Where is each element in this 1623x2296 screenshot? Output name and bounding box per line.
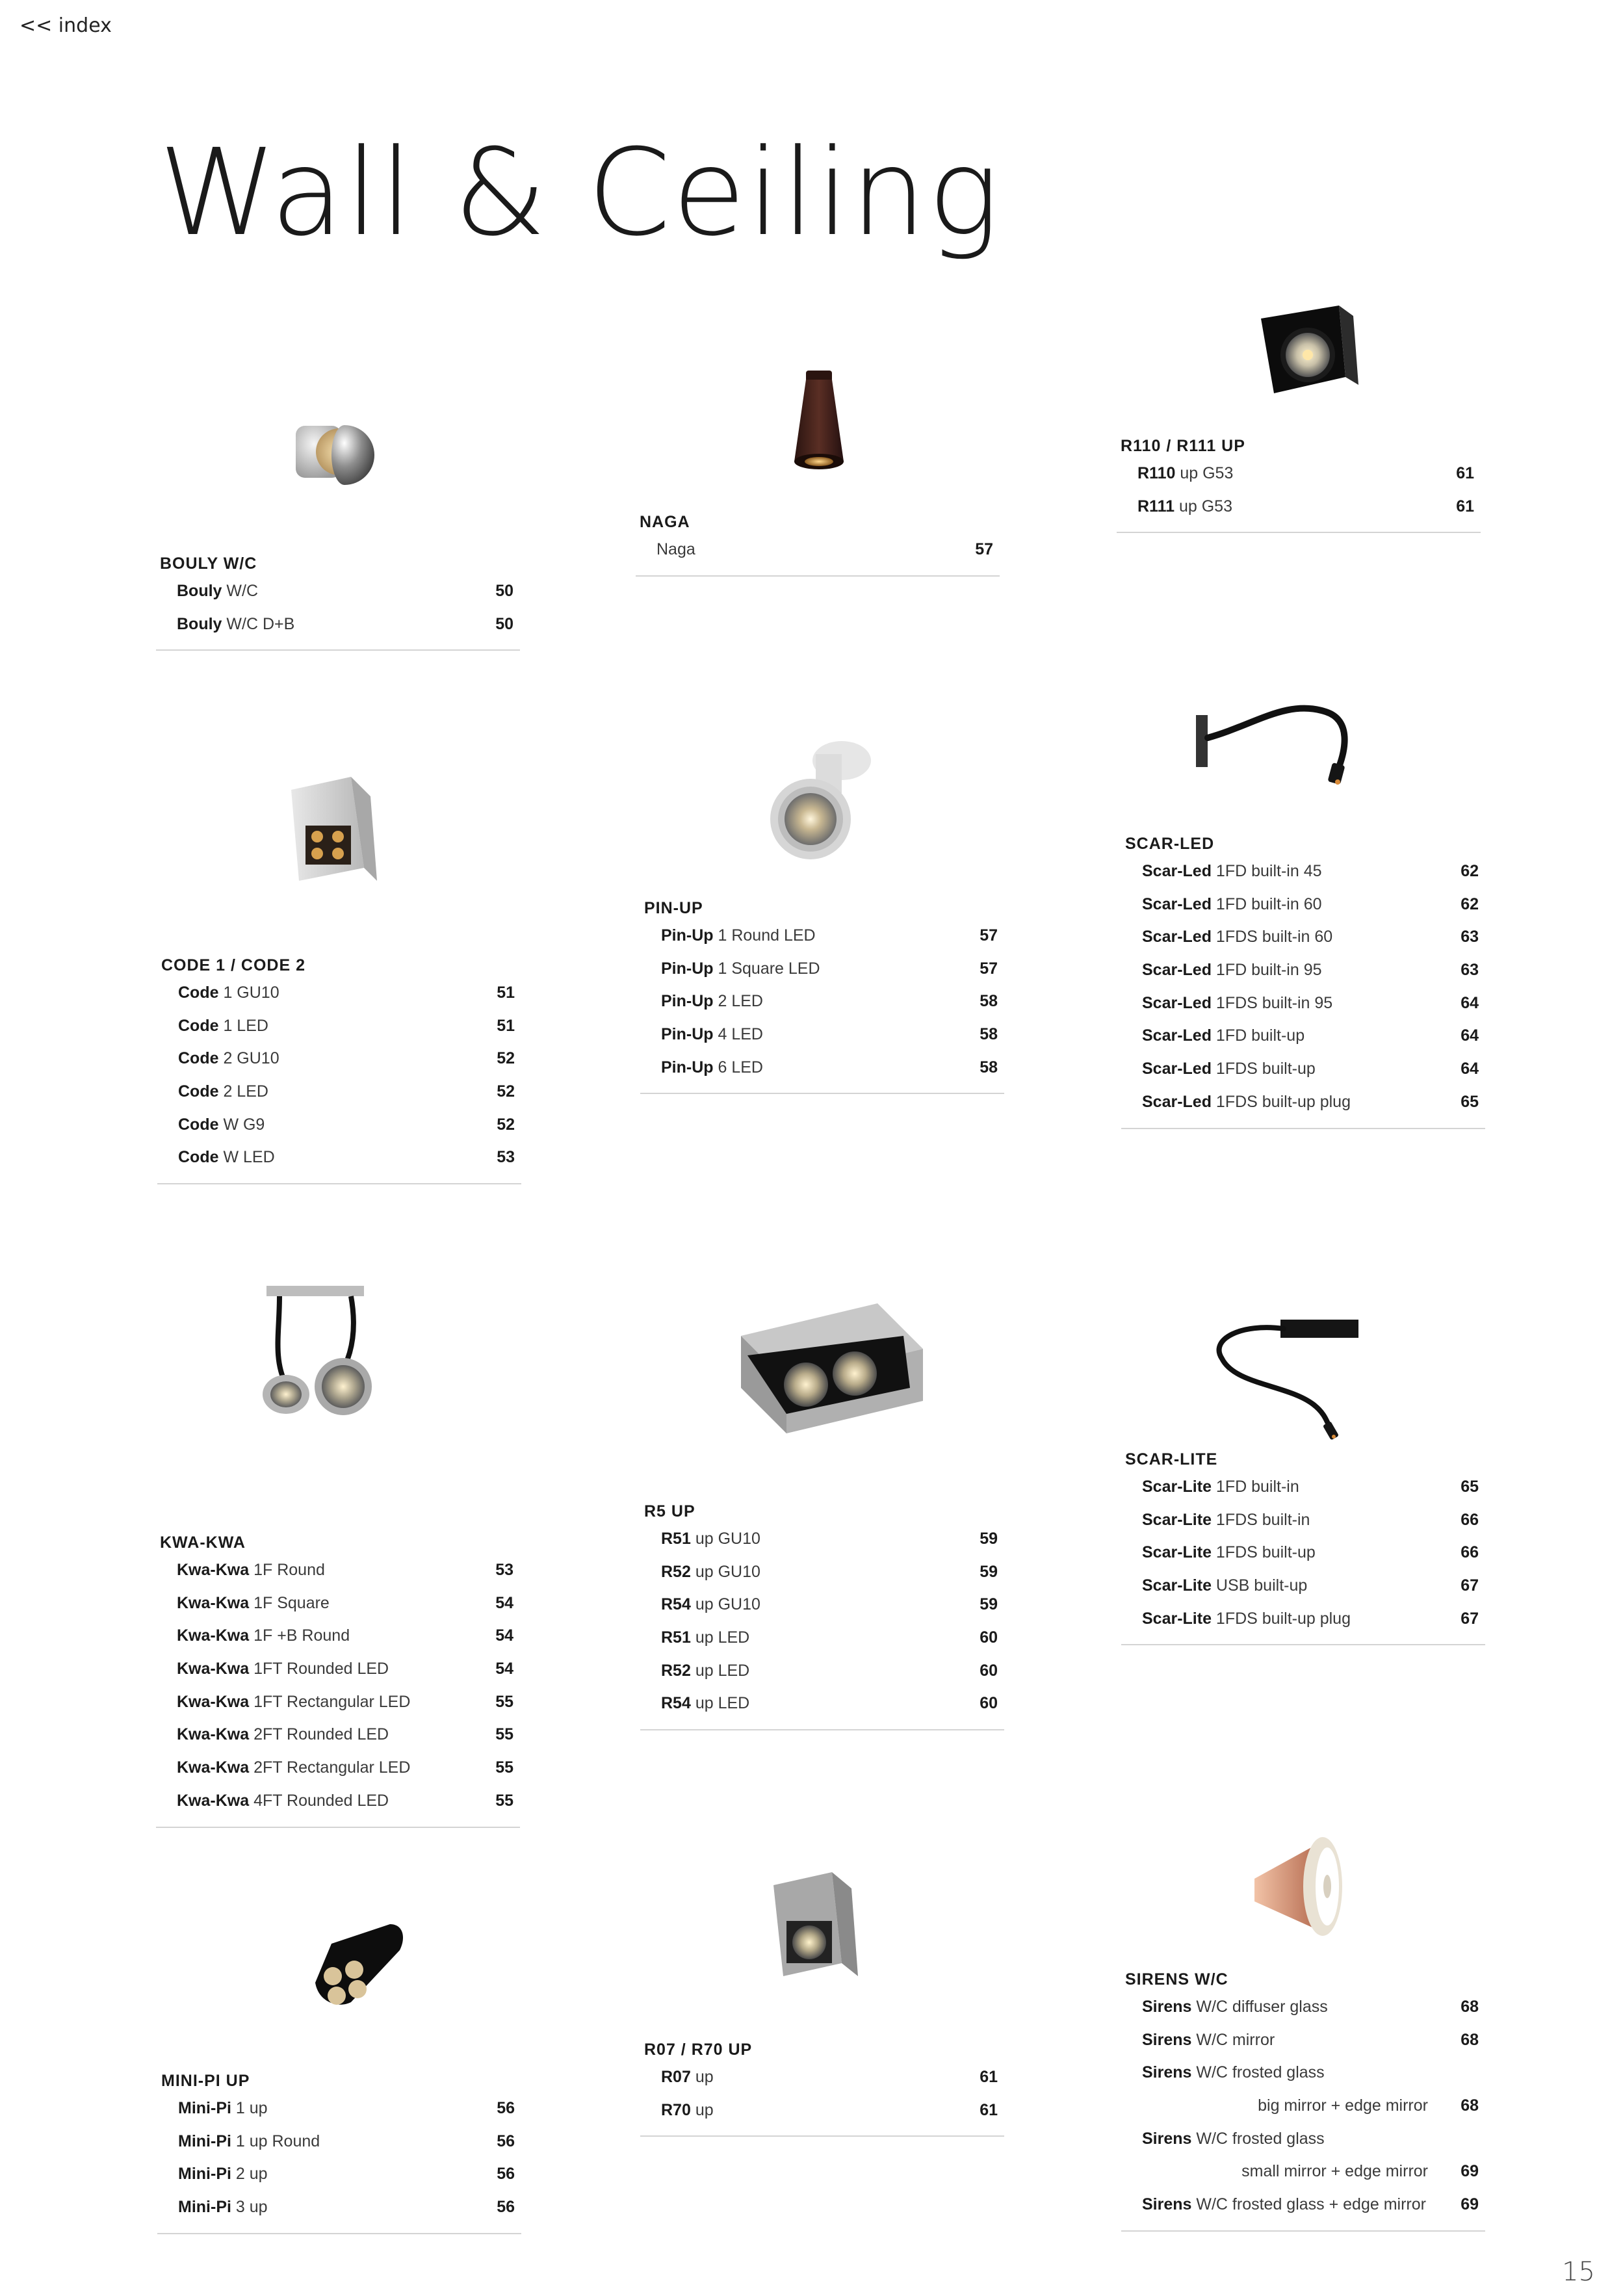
product-row[interactable] — [1121, 1470, 1485, 1504]
product-variant: Naga — [656, 540, 695, 558]
page-ref: 57 — [975, 540, 993, 558]
product-list — [156, 575, 520, 640]
page-ref: 65 — [1461, 1092, 1479, 1111]
product-row[interactable] — [1121, 1536, 1485, 1569]
bouly-lamp-icon — [279, 410, 409, 494]
product-row[interactable] — [1121, 920, 1485, 954]
product-variant: 1FDS built-in 60 — [1211, 928, 1333, 946]
product-variant: 1FD built-up — [1211, 1026, 1305, 1045]
page-ref: 61 — [1456, 497, 1474, 515]
section-divider — [640, 1729, 1004, 1730]
section-heading: PIN-UP — [644, 899, 703, 917]
product-name: Sirens — [1142, 2129, 1192, 2148]
product-name: R110 — [1137, 464, 1176, 482]
product-variant: 1F +B Round — [249, 1626, 350, 1645]
page-ref: 55 — [495, 1725, 513, 1744]
product-variant: 2 GU10 — [218, 1049, 279, 1068]
page-ref: 69 — [1461, 2162, 1479, 2181]
kwakwa-lamp-icon — [253, 1281, 396, 1437]
product-name: Scar-Led — [1142, 928, 1212, 946]
page-ref: 60 — [980, 1628, 998, 1647]
section-divider — [156, 649, 520, 651]
product-list — [156, 1554, 520, 1818]
product-name: Sirens — [1142, 1998, 1192, 2016]
page-ref: 54 — [495, 1626, 513, 1645]
page-ref: 57 — [980, 959, 998, 978]
product-variant: W/C D+B — [222, 614, 295, 633]
section-divider — [1121, 1128, 1485, 1129]
page-ref: 66 — [1461, 1510, 1479, 1529]
page-ref: 64 — [1461, 1026, 1479, 1045]
section-r5 — [640, 1500, 1004, 1730]
product-row[interactable] — [1121, 987, 1485, 1020]
page-ref: 51 — [497, 1016, 515, 1035]
section-heading: R07 / R70 UP — [644, 2041, 753, 2059]
product-row[interactable] — [640, 1654, 1004, 1688]
product-name: Scar-Led — [1142, 894, 1212, 913]
product-variant: W/C mirror — [1191, 2030, 1275, 2049]
section-heading: MINI-PI UP — [161, 2072, 250, 2090]
product-list — [636, 533, 1000, 566]
section-heading: NAGA — [640, 513, 690, 531]
page-ref: 67 — [1461, 1609, 1479, 1628]
product-list — [1117, 457, 1481, 523]
product-name: R52 — [661, 1661, 691, 1680]
section-bouly — [156, 553, 520, 651]
section-heading: SCAR-LED — [1125, 835, 1215, 853]
section-heading: R5 UP — [644, 1502, 695, 1520]
product-variant: 1FDS built-in — [1211, 1510, 1310, 1529]
page-ref: 56 — [497, 2099, 515, 2117]
product-name: Mini-Pi — [178, 2099, 231, 2117]
product-variant: 2FT Rounded LED — [249, 1725, 389, 1744]
product-variant: W G9 — [218, 1115, 265, 1134]
product-row[interactable] — [1121, 2024, 1485, 2057]
product-list — [157, 976, 521, 1174]
product-row[interactable] — [157, 2158, 521, 2191]
page-ref: 59 — [980, 1530, 998, 1548]
product-name: Sirens — [1142, 2195, 1192, 2214]
product-name: Mini-Pi — [178, 2165, 231, 2184]
product-name: Pin-Up — [661, 1025, 714, 1044]
product-row-continuation[interactable] — [1121, 2155, 1485, 2188]
page-ref: 61 — [980, 2068, 998, 2086]
page-ref: 67 — [1461, 1576, 1479, 1595]
product-name: Scar-Led — [1142, 1026, 1212, 1045]
product-row[interactable] — [156, 1686, 520, 1719]
product-variant: 1FDS built-up — [1211, 1060, 1316, 1078]
product-row[interactable] — [1121, 1019, 1485, 1052]
product-row[interactable] — [156, 1652, 520, 1686]
product-list — [1121, 1990, 1485, 2221]
page-ref: 58 — [980, 992, 998, 1011]
page-ref: 53 — [495, 1561, 513, 1579]
product-row-continuation[interactable] — [1121, 2089, 1485, 2122]
product-name: R52 — [661, 1562, 691, 1581]
product-name: Pin-Up — [661, 926, 714, 945]
product-variant: 4FT Rounded LED — [249, 1791, 389, 1810]
page-ref: 68 — [1461, 2030, 1479, 2049]
product-row[interactable] — [156, 1619, 520, 1652]
product-name: R111 — [1137, 497, 1175, 515]
page-ref: 56 — [497, 2132, 515, 2150]
product-variant: 2 LED — [713, 992, 763, 1011]
product-row[interactable] — [157, 2125, 521, 2158]
product-row[interactable] — [156, 1587, 520, 1620]
product-name: R54 — [661, 1595, 691, 1614]
scarlite-lamp-icon — [1209, 1313, 1365, 1443]
product-name: R54 — [661, 1694, 691, 1713]
product-name: Scar-Lite — [1142, 1478, 1212, 1496]
section-heading: R110 / R111 UP — [1121, 437, 1245, 455]
product-name: Scar-Lite — [1142, 1510, 1212, 1529]
product-variant: small mirror + edge mirror — [1241, 2162, 1428, 2181]
section-kwakwa — [156, 1532, 520, 1828]
product-name: Code — [178, 1082, 219, 1101]
pinup-lamp-icon — [764, 728, 887, 878]
section-scarled — [1121, 833, 1485, 1129]
product-row[interactable] — [640, 985, 1004, 1018]
product-row[interactable] — [1117, 457, 1481, 490]
product-variant: 1 LED — [218, 1016, 268, 1035]
page-ref: 68 — [1461, 2096, 1479, 2115]
page-ref: 68 — [1461, 1998, 1479, 2016]
index-link[interactable]: << index — [19, 14, 112, 37]
product-name: Sirens — [1142, 2030, 1192, 2049]
section-naga — [636, 511, 1000, 577]
product-variant: USB built-up — [1211, 1576, 1308, 1595]
product-variant: up GU10 — [690, 1595, 760, 1614]
product-variant: 2 LED — [218, 1082, 268, 1101]
page-ref: 64 — [1461, 993, 1479, 1012]
page-ref: 59 — [980, 1562, 998, 1581]
product-name: Mini-Pi — [178, 2132, 231, 2150]
product-variant: W/C frosted glass — [1191, 2129, 1325, 2148]
product-row[interactable] — [640, 1556, 1004, 1589]
product-variant: 1 up Round — [231, 2132, 320, 2150]
product-row[interactable] — [640, 919, 1004, 952]
product-list — [640, 2061, 1004, 2126]
page-ref: 55 — [495, 1692, 513, 1711]
page-ref: 51 — [497, 984, 515, 1002]
product-row[interactable] — [157, 2191, 521, 2224]
product-name: Kwa-Kwa — [177, 1593, 250, 1612]
section-r110 — [1117, 435, 1481, 533]
section-heading: KWA-KWA — [160, 1533, 246, 1552]
product-variant: W LED — [218, 1148, 275, 1167]
product-row[interactable] — [157, 1042, 521, 1075]
product-row[interactable] — [1121, 1602, 1485, 1636]
product-name: Scar-Lite — [1142, 1543, 1212, 1562]
product-row[interactable] — [640, 952, 1004, 985]
page-title: Wall & Ceiling — [159, 124, 1001, 263]
scarled-lamp-icon — [1189, 699, 1365, 790]
product-name: R70 — [661, 2100, 691, 2119]
page-ref: 62 — [1461, 894, 1479, 913]
product-variant: 2FT Rectangular LED — [249, 1758, 411, 1777]
page-ref: 59 — [980, 1595, 998, 1614]
product-name: R51 — [661, 1628, 691, 1647]
product-list — [1121, 855, 1485, 1119]
page-ref: 50 — [495, 614, 513, 633]
product-row[interactable] — [156, 608, 520, 641]
section-divider — [157, 2233, 521, 2234]
product-list — [640, 1522, 1004, 1720]
product-name: Scar-Led — [1142, 993, 1212, 1012]
section-code — [157, 954, 521, 1184]
product-name: Mini-Pi — [178, 2198, 231, 2217]
page-ref: 63 — [1461, 961, 1479, 980]
section-divider — [157, 1183, 521, 1184]
section-divider — [1117, 532, 1481, 533]
product-variant: up GU10 — [690, 1562, 760, 1581]
page-ref: 64 — [1461, 1060, 1479, 1078]
section-divider — [636, 575, 1000, 577]
product-variant: 4 LED — [713, 1025, 763, 1044]
page-ref: 52 — [497, 1115, 515, 1134]
page-ref: 50 — [495, 582, 513, 600]
product-row[interactable] — [1121, 954, 1485, 987]
product-row[interactable] — [157, 1010, 521, 1043]
product-row[interactable] — [1121, 1569, 1485, 1602]
page-ref: 69 — [1461, 2195, 1479, 2214]
page-ref: 56 — [497, 2165, 515, 2184]
product-variant: up G53 — [1175, 497, 1232, 515]
product-name: Scar-Led — [1142, 961, 1212, 980]
product-variant: 1 GU10 — [218, 984, 279, 1002]
product-row[interactable] — [640, 1588, 1004, 1621]
product-list — [640, 919, 1004, 1084]
product-row[interactable] — [1117, 490, 1481, 523]
product-variant: 1FDS built-up plug — [1211, 1092, 1351, 1111]
section-divider — [1121, 2230, 1485, 2232]
product-name: Kwa-Kwa — [177, 1561, 250, 1579]
product-row[interactable] — [640, 2061, 1004, 2094]
product-variant: 1FD built-in 95 — [1211, 961, 1322, 980]
page-ref: 55 — [495, 1758, 513, 1777]
product-variant: up LED — [690, 1628, 750, 1647]
page-ref: 55 — [495, 1791, 513, 1810]
section-r07 — [640, 2039, 1004, 2137]
section-heading: SIRENS W/C — [1125, 1970, 1228, 1989]
product-row[interactable] — [636, 533, 1000, 566]
product-variant: up GU10 — [690, 1530, 760, 1548]
page-ref: 56 — [497, 2198, 515, 2217]
product-row[interactable] — [1121, 1086, 1485, 1119]
product-variant: 6 LED — [713, 1058, 763, 1076]
page-number: 15 — [1562, 2257, 1595, 2287]
product-row[interactable] — [640, 1522, 1004, 1556]
product-variant: 1FD built-in 60 — [1211, 894, 1322, 913]
page-ref: 60 — [980, 1661, 998, 1680]
product-name: Code — [178, 1148, 219, 1167]
page-ref: 58 — [980, 1058, 998, 1076]
page-ref: 53 — [497, 1148, 515, 1167]
product-variant: 1 Square LED — [713, 959, 820, 978]
product-row[interactable] — [1121, 1990, 1485, 2024]
product-name: Code — [178, 1016, 219, 1035]
page-ref: 54 — [495, 1593, 513, 1612]
product-name: Bouly — [177, 614, 222, 633]
product-row[interactable] — [157, 976, 521, 1010]
product-row[interactable] — [640, 1621, 1004, 1654]
product-variant: 1FT Rectangular LED — [249, 1692, 411, 1711]
product-row[interactable] — [156, 1554, 520, 1587]
page-ref: 57 — [980, 926, 998, 945]
r5-lamp-icon — [728, 1290, 942, 1446]
product-variant: up LED — [690, 1694, 750, 1713]
product-variant: 1 Round LED — [713, 926, 816, 945]
section-divider — [640, 2135, 1004, 2137]
product-name: R07 — [661, 2068, 691, 2086]
product-variant: 1FDS built-up — [1211, 1543, 1316, 1562]
product-name: Scar-Led — [1142, 1060, 1212, 1078]
section-pinup — [640, 897, 1004, 1094]
page-ref: 65 — [1461, 1478, 1479, 1496]
product-row[interactable] — [156, 1784, 520, 1818]
code-lamp-icon — [279, 770, 390, 894]
product-variant: up G53 — [1175, 464, 1234, 482]
page-ref: 66 — [1461, 1543, 1479, 1562]
product-variant: 1FD built-in 45 — [1211, 862, 1322, 880]
product-row[interactable] — [1121, 855, 1485, 888]
minipi-lamp-icon — [292, 1911, 409, 2022]
product-row[interactable] — [1121, 2188, 1485, 2221]
product-row[interactable] — [640, 1687, 1004, 1720]
product-name: Kwa-Kwa — [177, 1626, 250, 1645]
product-row[interactable] — [640, 1018, 1004, 1051]
product-variant: 3 up — [231, 2198, 268, 2217]
product-row[interactable] — [157, 1108, 521, 1141]
product-name: Scar-Led — [1142, 862, 1212, 880]
page-ref: 63 — [1461, 928, 1479, 946]
product-variant: up — [690, 2100, 714, 2119]
product-row[interactable] — [157, 2092, 521, 2125]
product-name: Kwa-Kwa — [177, 1758, 250, 1777]
r07-lamp-icon — [760, 1866, 864, 1996]
page-ref: 60 — [980, 1694, 998, 1713]
product-name: Sirens — [1142, 2063, 1192, 2082]
product-variant: up — [690, 2068, 714, 2086]
section-heading: SCAR-LITE — [1125, 1450, 1218, 1468]
product-name: Scar-Led — [1142, 1092, 1212, 1111]
section-heading: CODE 1 / CODE 2 — [161, 956, 305, 974]
product-name: Scar-Lite — [1142, 1576, 1212, 1595]
product-name: Kwa-Kwa — [177, 1725, 250, 1744]
product-list — [157, 2092, 521, 2224]
page-ref: 62 — [1461, 862, 1479, 880]
product-row[interactable] — [156, 1718, 520, 1751]
product-name: Kwa-Kwa — [177, 1692, 250, 1711]
product-variant: up LED — [690, 1661, 750, 1680]
product-row[interactable] — [1121, 2122, 1485, 2156]
product-row[interactable] — [157, 1141, 521, 1174]
product-name: Code — [178, 1115, 219, 1134]
product-variant: 1FT Rounded LED — [249, 1660, 389, 1678]
product-row[interactable] — [1121, 1504, 1485, 1537]
product-list — [1121, 1470, 1485, 1635]
page-ref: 54 — [495, 1660, 513, 1678]
product-name: Bouly — [177, 582, 222, 600]
section-sirens — [1121, 1968, 1485, 2232]
sirens-lamp-icon — [1248, 1827, 1358, 1950]
product-row[interactable] — [1121, 888, 1485, 921]
product-variant: 1F Square — [249, 1593, 330, 1612]
product-variant: W/C frosted glass — [1191, 2063, 1325, 2082]
page-ref: 61 — [980, 2100, 998, 2119]
product-variant: big mirror + edge mirror — [1258, 2096, 1428, 2115]
product-name: Pin-Up — [661, 992, 714, 1011]
product-row[interactable] — [1121, 1052, 1485, 1086]
section-divider — [640, 1093, 1004, 1094]
section-divider — [1121, 1644, 1485, 1645]
product-name: R51 — [661, 1530, 691, 1548]
product-row[interactable] — [156, 575, 520, 608]
product-variant: 1 up — [231, 2099, 268, 2117]
product-row[interactable] — [157, 1075, 521, 1108]
product-variant: 1F Round — [249, 1561, 325, 1579]
product-variant: W/C — [222, 582, 258, 600]
section-heading: BOULY W/C — [160, 554, 257, 573]
product-name: Code — [178, 984, 219, 1002]
product-name: Kwa-Kwa — [177, 1660, 250, 1678]
product-variant: W/C frosted glass + edge mirror — [1191, 2195, 1426, 2214]
naga-lamp-icon — [780, 364, 864, 481]
page-ref: 58 — [980, 1025, 998, 1044]
page-ref: 52 — [497, 1082, 515, 1101]
product-variant: 2 up — [231, 2165, 268, 2184]
product-row[interactable] — [156, 1751, 520, 1784]
page-ref: 61 — [1456, 464, 1474, 482]
product-name: Scar-Lite — [1142, 1609, 1212, 1628]
section-scarlite — [1121, 1448, 1485, 1645]
product-name: Code — [178, 1049, 219, 1068]
r110-lamp-icon — [1248, 299, 1365, 410]
product-variant: 1FD built-in — [1211, 1478, 1299, 1496]
product-name: Kwa-Kwa — [177, 1791, 250, 1810]
product-variant: 1FDS built-up plug — [1211, 1609, 1351, 1628]
product-variant: W/C diffuser glass — [1191, 1998, 1328, 2016]
product-row[interactable] — [640, 1051, 1004, 1084]
section-divider — [156, 1827, 520, 1828]
section-minipi — [157, 2070, 521, 2234]
product-row[interactable] — [1121, 2056, 1485, 2089]
page-ref: 52 — [497, 1049, 515, 1068]
product-row[interactable] — [640, 2094, 1004, 2127]
product-name: Pin-Up — [661, 1058, 714, 1076]
product-variant: 1FDS built-in 95 — [1211, 993, 1333, 1012]
product-name: Pin-Up — [661, 959, 714, 978]
